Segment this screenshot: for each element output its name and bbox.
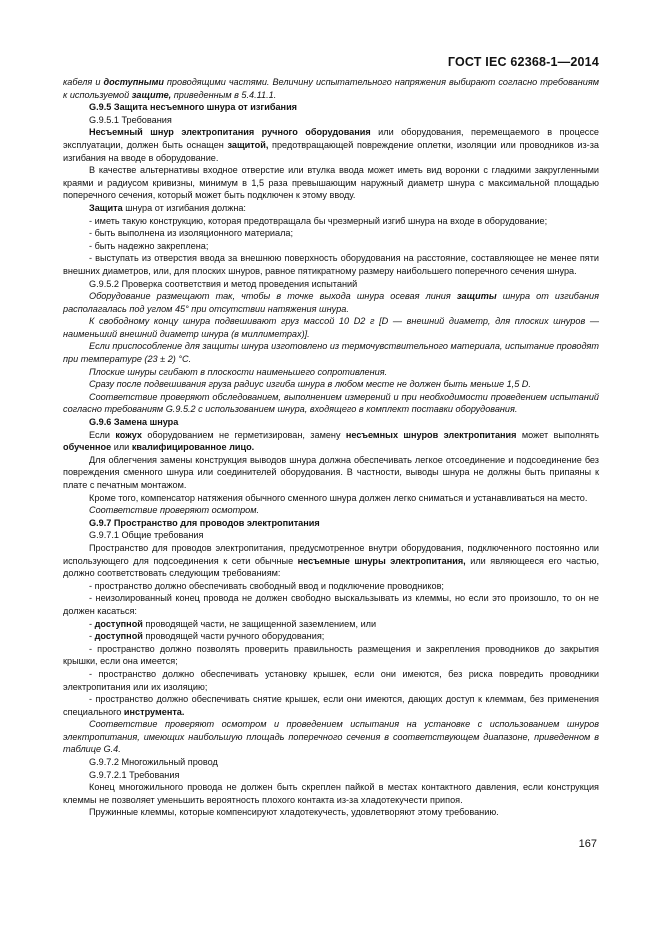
subsection-heading-g-9-7-2-1: G.9.7.2.1 Требования [89, 769, 180, 780]
list-item [63, 618, 599, 631]
paragraph [63, 126, 599, 164]
paragraph: Соответствие проверяют осмотром. [89, 505, 260, 516]
paragraph: Если приспособление для защиты шнура изготовлено из термочувствительного материала, испытание проводят при температуре (23 ± 2) °С. [63, 341, 599, 365]
term-instructed: обученное [63, 442, 112, 453]
term-skilled-person: квалифицированное лицо. [131, 442, 255, 453]
paragraph: Соответствие проверяют обследованием, выполнением измерений и при необходимости проведением испытаний согласно требованиям G.9.5.2 с использованием шнура, входящего в комплект поставки оборудования. [63, 391, 599, 415]
list-item: - быть надежно закреплена; [89, 240, 209, 251]
term-enclosure: кожух [115, 429, 142, 440]
list-item: - быть выполнена из изоляционного материала; [89, 228, 294, 239]
term-protection: защите, [131, 89, 172, 100]
list-item [63, 693, 599, 718]
term-nondetachable-cord: Несъемный шнур электропитания ручного оборудования [89, 127, 371, 138]
paragraph [63, 542, 599, 580]
subsection-heading-g-9-5-1: G.9.5.1 Требования [89, 114, 172, 125]
section-heading-g-9-5: G.9.5 Защита несъемного шнура от изгибания [89, 102, 298, 113]
term-accessible: доступными [103, 77, 164, 87]
term-accessible: доступной [94, 631, 143, 642]
paragraph [63, 290, 599, 315]
text-run: шнура от изгибания должна: [122, 202, 246, 213]
text-run: - [89, 618, 95, 629]
paragraph: Плоские шнуры сгибают в плоскости наименьшего сопротивления. [89, 366, 388, 377]
paragraph: Кроме того, компенсатор натяжения обычного сменного шнура должен легко сниматься и устанавливаться на место. [89, 492, 588, 503]
term-protection: защиты [456, 291, 497, 302]
section-heading-g-9-7: G.9.7 Пространство для проводов электропитания [89, 517, 320, 528]
list-item: - пространство должно позволять проверить правильность размещения и закрепления проводников до закрытия крышки, если она имеется; [63, 643, 599, 667]
paragraph: Конец многожильного провода не должен быть скреплен пайкой в местах контактного давления, если конструкция клеммы не позволяет уменьшить вероятность плохого контакта из-за хладотекучести припоя. [63, 782, 599, 805]
list-item: - иметь такую конструкцию, которая предотвращала бы чрезмерный изгиб шнура на входе в оборудование; [89, 215, 548, 226]
paragraph [63, 429, 599, 454]
text-run: или являющееся его частью, должно соответствовать следующим требованиям: [63, 555, 600, 579]
text-run: или [111, 442, 132, 453]
list-item: - выступать из отверстия ввода за внешнюю поверхность оборудования на расстояние, составляющее не менее пяти внешних диаметров, или, для плоских шнуров, равное пятикратному размеру наибольшего поперечного сечения шнура. [63, 253, 599, 276]
text-run: кабеля и [63, 77, 104, 87]
subsection-heading-g-9-7-1: G.9.7.1 Общие требования [89, 530, 204, 541]
paragraph: Соответствие проверяют осмотром и проведением испытания на установке с использованием шнуров электропитания, имеющих наибольшую площадь поперечного сечения в соответствующем диапазоне, приведенном в таблице G.4. [63, 719, 599, 755]
text-run: может выполнять [516, 429, 599, 440]
text-run: Если [89, 429, 116, 440]
text-run: или оборудования, перемещаемого в процессе эксплуатации, должен быть оснащен [63, 127, 599, 150]
page-number: 167 [578, 838, 597, 850]
list-item: - пространство должно обеспечивать свободный ввод и подключение проводников; [89, 580, 444, 591]
paragraph: Сразу после подвешивания груза радиус изгиба шнура в любом месте не должен быть меньше 1,5 D. [89, 379, 531, 390]
text-run: - пространство должно обеспечивать снятие крышек, если они имеются, дающих доступ к клеммам, без применения специального [63, 694, 599, 717]
text-run: Оборудование размещают так, чтобы в точке выхода шнура осевая линия [89, 291, 457, 302]
section-heading-g-9-6: G.9.6 Замена шнура [89, 417, 179, 428]
term-nondetachable-cords: несъемных шнуров электропитания [345, 429, 517, 440]
text-run: предотвращающей повреждение оплетки, изоляции или проводников из-за изгибания на вводе в оборудование. [63, 139, 599, 163]
text-run: оборудованием не герметизирован, замену [141, 429, 346, 440]
page-header-standard-id: ГОСТ IEC 62368-1—2014 [447, 55, 599, 69]
document-body [63, 76, 599, 819]
list-item: - неизолированный конец провода не должен свободно выскальзывать из клеммы, но если это произошло, то он не должен касаться: [63, 593, 599, 616]
term-protection: Защита [89, 202, 123, 213]
term-protection: защитой, [227, 139, 269, 150]
paragraph [63, 202, 599, 215]
term-accessible: доступной [94, 618, 143, 629]
paragraph: Для облегчения замены конструкция выводов шнура должна обеспечивать легкое отсоединение и подсоединение без повреждения сменного шнура или соединителей оборудования. В частности, выводы шнура не должны быть припаяны к плате с печатным монтажом. [63, 454, 599, 490]
text-run: проводящими частями. Величину испытательного напряжения выбирают согласно требованиям к используемой [63, 77, 599, 100]
text-run: Пространство для проводов электропитания, предусмотренное внутри оборудования, подключенного постоянно или использующего для подсоединения к сети обычные [63, 542, 599, 566]
paragraph: В качестве альтернативы входное отверстие или втулка ввода может иметь вид воронки с гладкими закругленными краями и радиусом кривизны, минимум в 1,5 раза превышающим наружный диаметр шнура с максимальной площадью поперечного сечения, который может быть подключен к этому вводу. [63, 165, 599, 201]
text-run: - [89, 631, 95, 642]
text-run: шнура от изгибания располагалась под углом 45° при отсутствии натяжения шнура. [63, 291, 599, 314]
text-run: проводящей части, не защищенной заземлением, или [142, 618, 377, 629]
text-run: приведенным в 5.4.11.1. [171, 89, 277, 100]
subsection-heading-g-9-7-2: G.9.7.2 Многожильный провод [89, 757, 218, 768]
paragraph: К свободному концу шнура подвешивают груз массой 10 D2 г [D — внешний диаметр, для плоских шнуров — наименьший внешний диаметр шнура (в миллиметрах)]. [63, 316, 599, 339]
list-item [63, 630, 599, 643]
term-nondetachable-cords: несъемные шнуры электропитания, [297, 555, 466, 566]
subsection-heading-g-9-5-2: G.9.5.2 Проверка соответствия и метод проведения испытаний [89, 278, 358, 289]
term-tool: инструмента. [123, 706, 185, 717]
list-item: - пространство должно обеспечивать установку крышек, если они имеются, без риска повредить проводники электропитания или их изоляцию; [63, 668, 599, 692]
text-run: проводящей части ручного оборудования; [142, 631, 325, 642]
paragraph: Пружинные клеммы, которые компенсируют хладотекучесть, удовлетворяют этому требованию. [89, 807, 499, 818]
paragraph [63, 76, 599, 101]
